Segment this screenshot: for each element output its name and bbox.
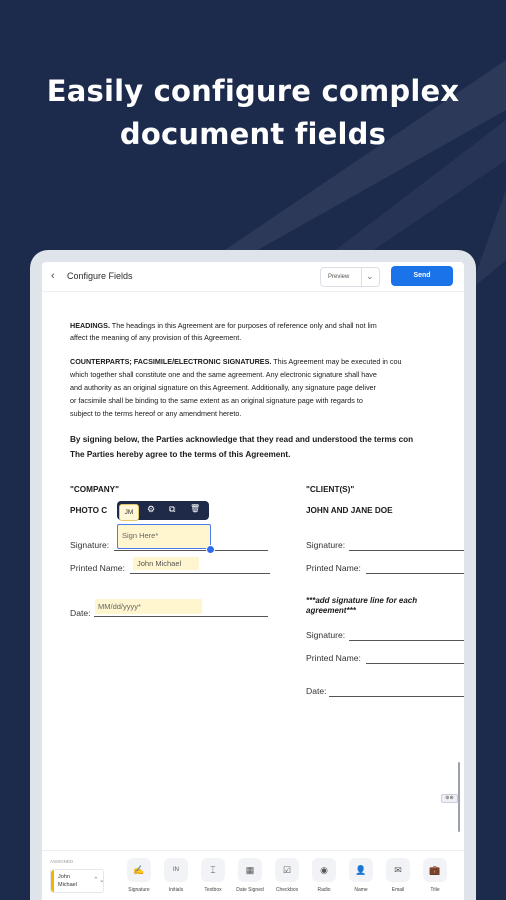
envelope-icon: ✉ [386,858,410,882]
top-bar [42,262,464,292]
briefcase-icon: 💼 [423,858,447,882]
client-date-label: Date: [306,686,327,696]
assigned-label: ASSIGNED [50,859,74,864]
marketing-headline [0,70,506,156]
field-type-label: Signature [128,887,150,893]
company-heading: "COMPANY" [70,485,120,494]
calendar-icon: ▦ [238,858,262,882]
client-printed-name-label: Printed Name: [306,563,361,573]
preview-label: Preview [328,274,350,280]
headline-line-2: document fields [119,117,387,151]
counterparts-text: This Agreement may be executed in cou [271,357,402,366]
field-type-label: Name [354,887,368,893]
paragraph-counterparts-line-1 [70,356,464,369]
paragraph-counterparts-line-5: subject to the terms hereof or any amendment hereto. [70,409,242,418]
field-type-label: Radio [317,887,331,893]
paragraph-acknowledge-line-2: The Parties hereby agree to the terms of this Agreement. [70,450,291,459]
client-note-line-1: ***add signature line for each [306,596,418,605]
tablet-frame [30,250,476,900]
field-type-label: Email [391,887,405,893]
printed-name-label: Printed Name: [70,563,125,573]
textbox-icon: ⌶ [201,858,225,882]
counterparts-bold: COUNTERPARTS; FACSIMILE/ELECTRONIC SIGNATURES. [70,357,272,366]
printed-name-underline [130,573,270,574]
client-name: JOHN AND JANE DOE [306,506,393,515]
paragraph-headings-line-2: affect the meaning of any provision of this Agreement. [70,333,242,342]
person-icon: 👤 [349,858,373,882]
company-name: PHOTO C [70,506,108,515]
client-signature-2-underline [349,640,464,641]
field-type-textbox[interactable] [196,858,230,900]
chevron-down-icon[interactable]: ⌄ [366,271,374,281]
trash-icon[interactable]: 🗑 [190,504,201,513]
field-type-signature[interactable] [122,858,156,900]
paragraph-counterparts-line-4: or facsimile shall be binding to the same extent as an original signature page with regards to [70,396,363,405]
client-signature-2-label: Signature: [306,630,346,640]
field-type-initials[interactable] [159,858,193,900]
field-type-radio[interactable] [307,858,341,900]
signature-underline [114,550,268,551]
signature-label: Signature: [70,540,110,550]
gear-icon[interactable]: ⚙ [147,504,156,514]
headline-line-1: Easily configure complex [46,74,460,108]
field-type-email[interactable] [381,858,415,900]
sign-here-field[interactable]: Sign Here* [117,524,211,549]
field-type-checkbox[interactable] [270,858,304,900]
paragraph-headings-line-1 [70,320,464,333]
paragraph-counterparts-line-3: and authority as an original signature on this Agreement. Additionally, any signature page deliver [70,383,376,392]
app-screen [42,262,464,900]
assignee-color-bar [51,870,54,892]
signature-icon: ✍ [127,858,151,882]
field-type-label: Textbox [204,887,222,893]
paragraph-counterparts-line-2: which together shall constitute one and the same agreement. Any electronic signature shall have [70,370,377,379]
checkbox-icon: ☑ [275,858,299,882]
preview-divider [361,268,362,286]
initials-icon: IN [164,858,188,882]
headings-text: The headings in this Agreement are for purposes of reference only and shall not lim [109,321,377,330]
chevron-updown-icon: ⌃⌄ [93,877,105,884]
radio-icon: ◉ [312,858,336,882]
preview-dropdown[interactable] [320,267,380,287]
field-palette [42,850,464,900]
client-printed-name-2-underline [366,663,464,664]
field-type-name[interactable] [344,858,378,900]
paragraph-acknowledge-line-1: By signing below, the Parties acknowledge that they read and understood the terms con [70,435,414,444]
assignee-selector[interactable] [50,869,104,893]
client-signature-label: Signature: [306,540,346,550]
send-button[interactable]: Send [391,266,453,286]
client-date-underline [329,696,464,697]
client-heading: "CLIENT(S)" [306,485,355,494]
field-type-label: Title [430,887,440,893]
client-signature-underline [349,550,464,551]
field-type-label: Initials [168,887,184,893]
initials-field[interactable]: JM [119,504,139,521]
page-title: Configure Fields [67,271,133,281]
assignee-name: John Michael [58,874,77,888]
document-scrollbar[interactable] [458,762,460,832]
date-field[interactable]: MM/dd/yyyy* [95,599,202,614]
client-printed-name-2-label: Printed Name: [306,653,361,663]
printed-name-field[interactable]: John Michael [133,557,199,570]
field-type-title[interactable] [418,858,452,900]
date-underline [94,616,268,617]
duplicate-icon[interactable]: ⧉ [169,504,176,514]
back-arrow-icon[interactable]: ‹ [51,270,55,282]
zoom-icon[interactable]: ⊕⊕ [441,794,458,803]
field-type-date-signed[interactable] [233,858,267,900]
client-printed-name-underline [366,573,464,574]
headings-bold: HEADINGS. [70,321,110,330]
field-type-label: Date Signed [236,887,264,893]
date-label: Date: [70,608,91,618]
resize-handle[interactable] [206,545,215,554]
field-type-label: Checkbox [275,887,299,893]
client-note-line-2: agreement*** [306,606,356,615]
